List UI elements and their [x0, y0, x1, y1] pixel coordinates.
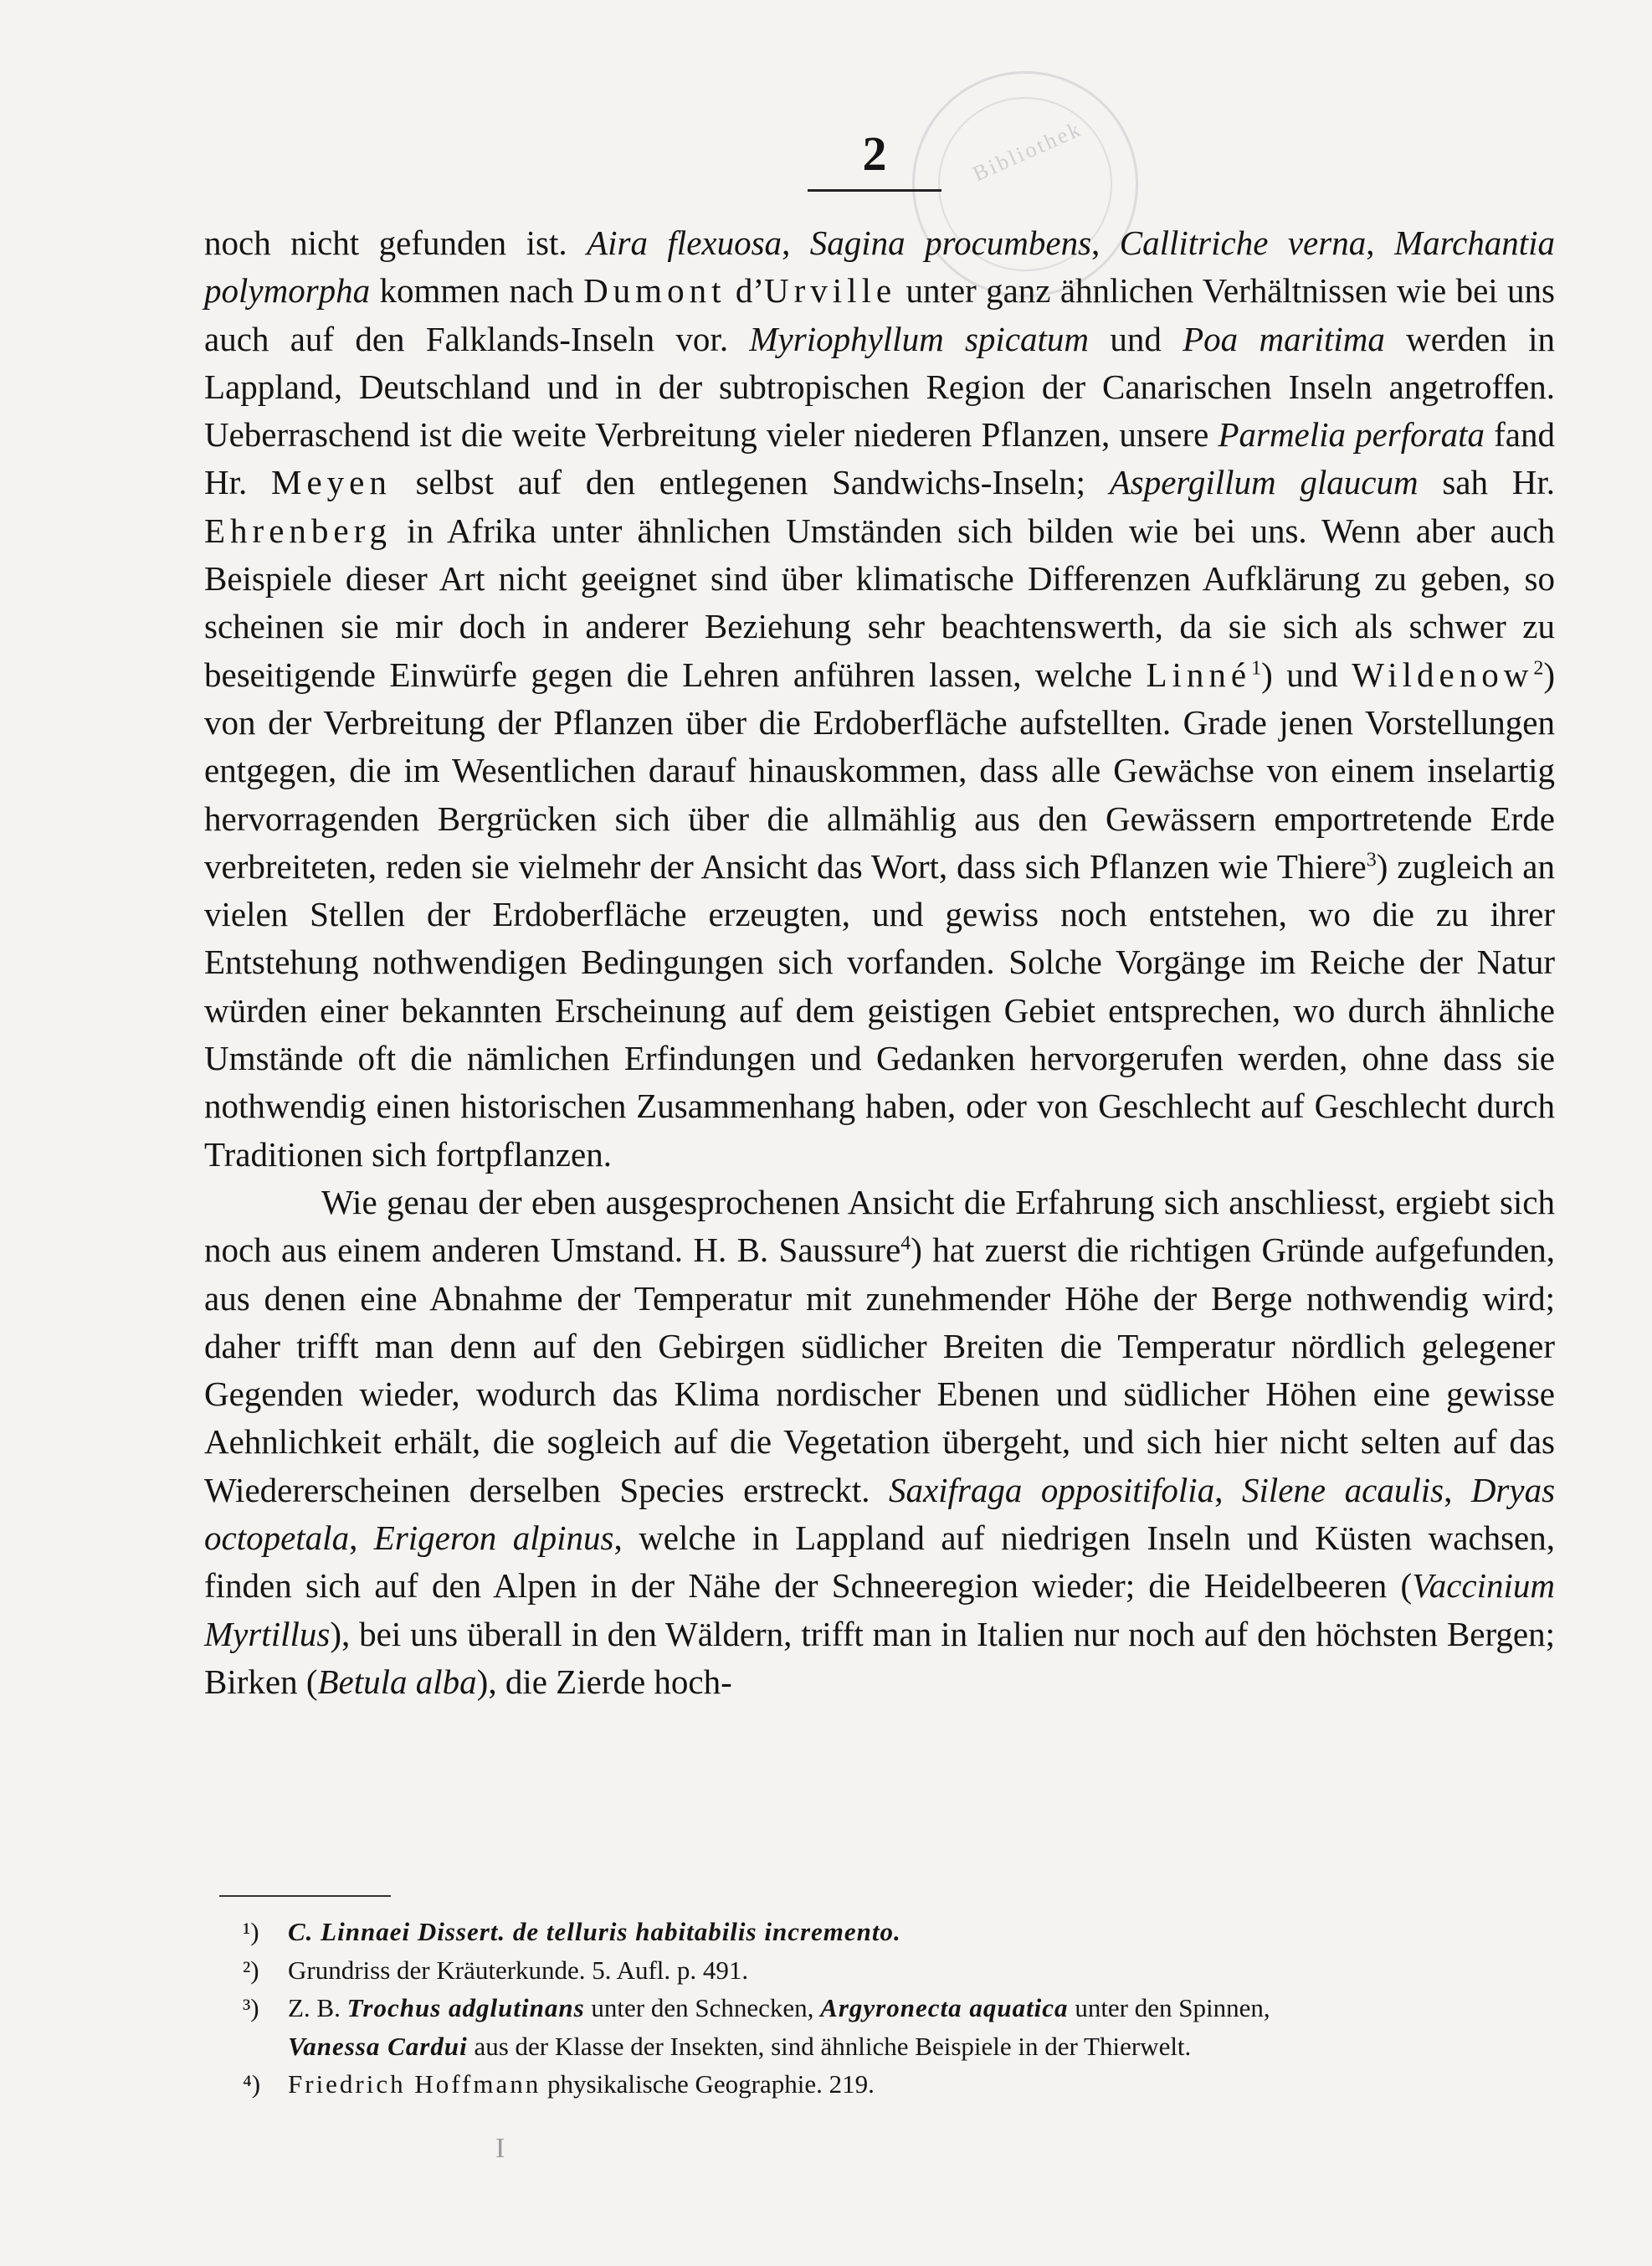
footnote-mark: ¹)	[243, 1917, 259, 1946]
paragraph-1	[204, 219, 1555, 1179]
text-run: ,	[782, 224, 810, 262]
footnote-ref: 3	[1366, 849, 1377, 871]
text-run: , welche in Lappland auf niedrigen Inseln und Küsten wachsen, finden sich auf den Alpen in der Nähe der Schneeregion wieder; die Heidelbeeren (	[204, 1518, 1556, 1606]
text-run: ), bei uns überall in den Wäldern, trifft man in Italien nur noch auf den höchsten Bergen; Birken (	[204, 1614, 1555, 1701]
text-run: selbst auf den entlegenen Sandwichs-Inseln;	[391, 463, 1110, 502]
species-name: Callitriche verna	[1119, 224, 1367, 262]
species-name: Aspergillum glaucum	[1109, 463, 1419, 502]
species-name: Silene acaulis	[1241, 1470, 1444, 1509]
text-run: ), die Zierde hoch-	[476, 1662, 732, 1701]
footnote-text: aus der Klasse der Insekten, sind ähnliche Beispiele in der Thierwelt.	[467, 2031, 1192, 2061]
page-number-rule	[808, 189, 941, 192]
text-run: ) und	[1261, 655, 1352, 694]
text-run: ,	[1444, 1470, 1471, 1509]
species-name: Trochus adglutinans	[346, 1993, 585, 2022]
person-name: Friedrich Hoffmann	[288, 2069, 541, 2099]
text-run: noch nicht gefunden ist.	[204, 224, 587, 262]
species-name: Poa maritima	[1183, 319, 1385, 358]
page-number: 2	[862, 126, 887, 181]
text-run: und	[1089, 319, 1183, 358]
text-run: in Afrika unter ähnlichen Umständen sich bilden wie bei uns. Wenn aber auch Beispiele dieser Art nicht geeignet sind über klimatische Differenzen Aufklärung zu geben, so scheinen sie mir doch in anderer Beziehung sehr beachtenswerth, da sie sich als schwer zu beseitigende Einwürfe gegen die Lehren anführen lassen, welche	[204, 511, 1555, 694]
species-name: Saxifraga oppositifolia	[888, 1470, 1215, 1509]
text-run: ,	[1091, 224, 1120, 262]
species-name: Aira flexuosa	[587, 224, 782, 262]
footnote-mark: ⁴)	[243, 2069, 261, 2099]
species-name: Dryas octopetala	[204, 1470, 1556, 1558]
text-run: ,	[349, 1518, 374, 1558]
text-run: ,	[1214, 1470, 1242, 1509]
text-run: ,	[1366, 224, 1394, 262]
text-run: ) zugleich an vielen Stellen der Erdoberfläche erzeugten, und gewiss noch entstehen, wo die zu ihrer Entstehung nothwendigen Bedingungen sich vorfanden. Solche Vorgänge im Reiche der Natur würden einer bekannten Erscheinung auf dem geistigen Gebiet entsprechen, wo durch ähnliche Umstände oft die nämlichen Erfindungen und Gedanken hervorgerufen werden, ohne dass sie nothwendig einen historischen Zusammenhang haben, oder von Geschlecht auf Geschlecht durch Traditionen sich fortpflanzen.	[204, 846, 1555, 1174]
text-run: Wie genau der eben ausgesprochenen Ansicht die Erfahrung sich anschliesst, ergiebt sich noch aus einem anderen Umstand. H. B. Saussure	[204, 1182, 1555, 1270]
library-stamp-text: Bibliothek	[969, 116, 1086, 187]
species-name: Marchantia polymorpha	[204, 224, 1556, 311]
text-run: fand Hr.	[204, 415, 1555, 502]
footnote-2	[243, 1951, 1555, 1990]
person-name: Dumont	[583, 271, 726, 311]
main-text	[204, 219, 1555, 1706]
text-run: sah Hr.	[1418, 463, 1555, 502]
person-name: Linné	[1146, 655, 1252, 694]
text-run: d’	[726, 271, 764, 311]
person-name: Ehrenberg	[204, 511, 392, 550]
footnote-ref: 2	[1533, 657, 1544, 680]
footnote-3	[243, 1989, 1555, 2027]
footnote-4	[243, 2065, 1555, 2104]
text-run: ) von der Verbreitung der Pflanzen über die Erdoberfläche aufstellten. Grade jenen Vorstellungen entgegen, die im Wesentlichen darauf hinauskommen, dass alle Gewächse von einem inselartig hervorragenden Bergrücken sich über die allmählig aus den Gewässern emportretende Erde verbreiteten, reden sie vielmehr der Ansicht das Wort, dass sich Pflanzen wie Thiere	[204, 655, 1555, 886]
person-name: Wildenow	[1352, 655, 1534, 694]
footnotes	[243, 1913, 1555, 2104]
species-name: Sagina procumbens	[809, 224, 1092, 262]
footnote-1	[243, 1913, 1555, 1951]
footnote-text: C. Linnaei Dissert. de telluris habitabilis incremento.	[288, 1917, 901, 1946]
species-name: Vaccinium Myrtillus	[204, 1566, 1555, 1653]
species-name: Vanessa Cardui	[288, 2031, 468, 2061]
footnote-ref: 4	[900, 1232, 911, 1255]
species-name: Betula alba	[317, 1662, 477, 1701]
paragraph-2	[204, 1179, 1555, 1706]
footnote-ref: 1	[1251, 657, 1262, 680]
footnote-3-continued	[243, 2027, 1555, 2066]
species-name: Parmelia perforata	[1218, 415, 1485, 455]
species-name: Myriophyllum spicatum	[749, 319, 1090, 358]
text-run: werden in Lappland, Deutschland und in der subtropischen Region der Canarischen Inseln angetroffen. Ueberraschend ist die weite Verbreitung vieler niederen Pflanzen, unsere	[204, 319, 1555, 455]
footnote-text: Z. B.	[288, 1993, 347, 2022]
person-name: Meyen	[271, 463, 392, 502]
text-run: ) hat zuerst die richtigen Gründe aufgefunden, aus denen eine Abnahme der Temperatur mit zunehmender Höhe der Berge nothwendig wird; daher trifft man denn auf den Gebirgen südlicher Breiten die Temperatur nördlich gelegener Gegenden wieder, wodurch das Klima nordischer Ebenen und südlicher Höhen eine gewisse Aehnlichkeit erhält, die sogleich auf die Vegetation übergeht, und sich hier nicht selten auf das Wiedererscheinen derselben Species erstreckt.	[204, 1231, 1555, 1509]
footnote-text: unter den Spinnen,	[1068, 1993, 1270, 2022]
footnote-text: Grundriss der Kräuterkunde. 5. Aufl. p. 491.	[288, 1955, 749, 1985]
text-run: unter ganz ähnlichen Verhältnissen wie bei uns auch auf den Falklands-Inseln vor.	[204, 271, 1555, 358]
footnote-separator	[219, 1895, 391, 1897]
footnote-mark: ³)	[243, 1993, 259, 2022]
species-name: Erigeron alpinus	[373, 1518, 614, 1558]
footnote-mark: ²)	[243, 1955, 259, 1985]
bottom-mark: I	[495, 2133, 505, 2164]
species-name: Argyronecta aquatica	[820, 1993, 1069, 2022]
footnote-text: physikalische Geographie. 219.	[541, 2069, 875, 2099]
footnote-text: unter den Schnecken,	[584, 1993, 821, 2022]
text-run: kommen nach	[370, 271, 584, 311]
person-name: Urville	[764, 271, 897, 311]
